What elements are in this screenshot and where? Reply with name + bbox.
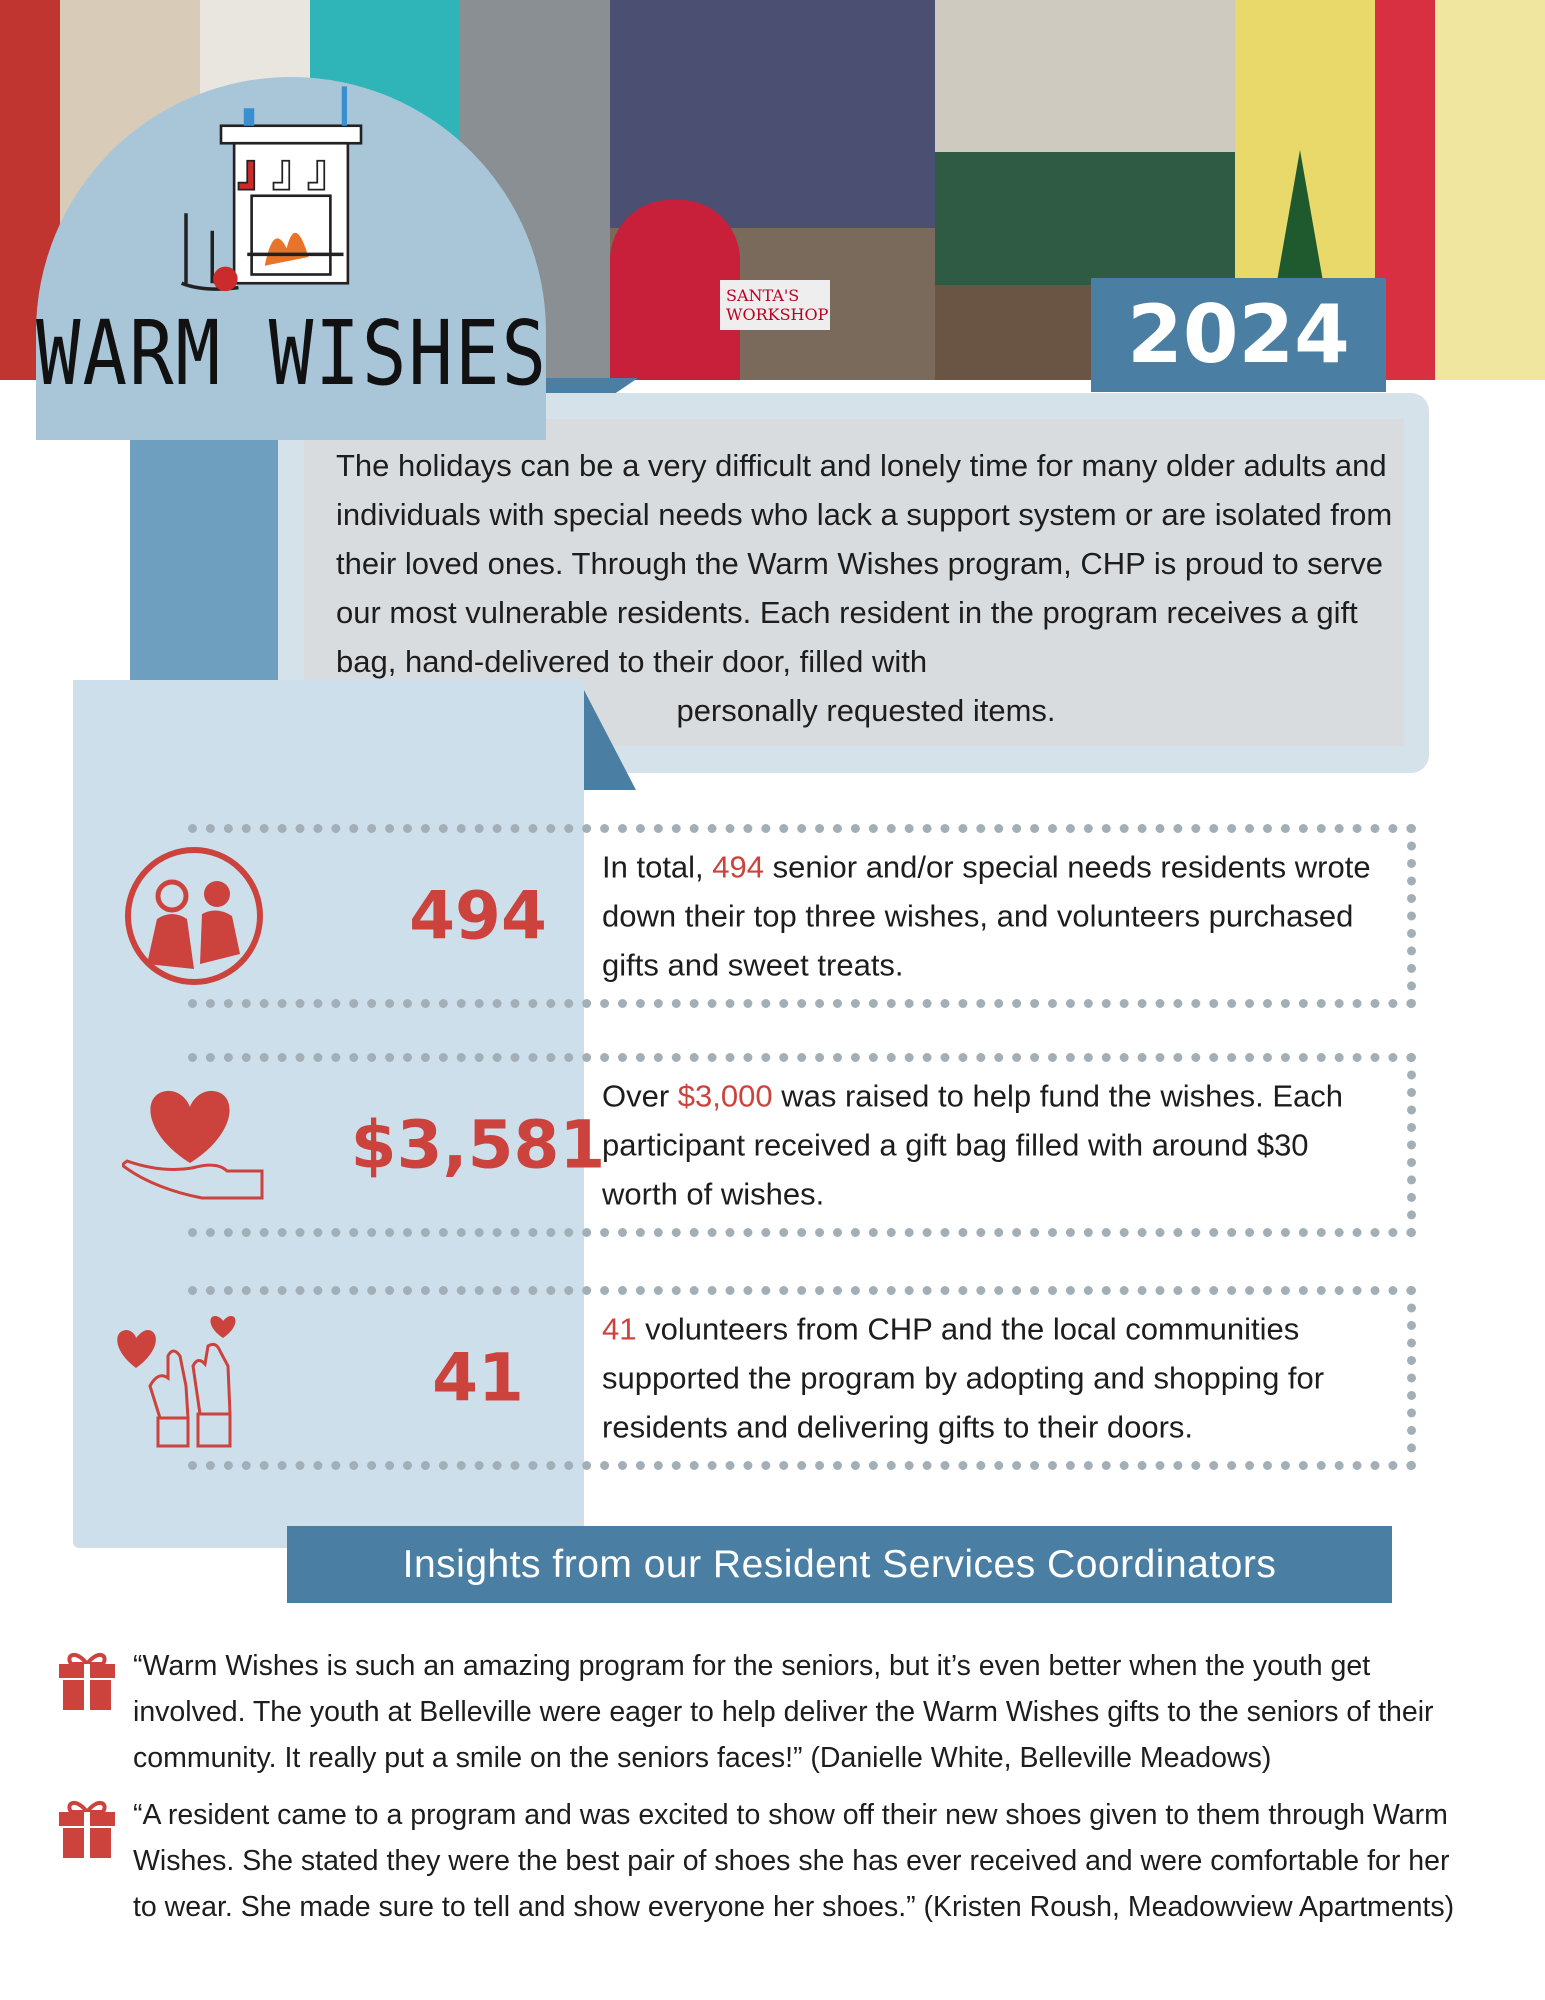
intro-line: The holidays can be a very difficult and lonely time for many older adults and individuals with special needs who lack a support system or are isolated from their loved ones. Through the Warm Wishes program, CHP is proud to serve our most vulnerable residents. Each resident in the program receives a gift bag, hand-delivered to their door, filled with: [336, 448, 1393, 679]
intro-line-last: personally requested items.: [676, 693, 1056, 728]
text: volunteers from CHP and the local communities supported the program by adopting and shopping for residents and delivering gifts to their doors.: [602, 1311, 1325, 1445]
decorative-corner: [584, 690, 636, 790]
stat-row-funds: [188, 1053, 1416, 1237]
stat-value: 494: [409, 877, 547, 955]
photo-sign-text: SANTA'S WORKSHOP: [720, 280, 830, 330]
gift-icon: [57, 1650, 117, 1712]
stat-description: [602, 843, 1377, 990]
heart-hand-icon: [122, 1073, 266, 1217]
insights-heading: Insights from our Resident Services Coordinators: [287, 1526, 1392, 1603]
quote-2: “A resident came to a program and was excited to show off their new shoes given to them through Warm Wishes. She stated they were the best pair of shoes she has ever received and were comfortable for her to wear. She made sure to tell and show everyone her shoes.” (Kristen Roush, Meadowview Apartments): [133, 1799, 1455, 1923]
highlight: 494: [712, 849, 765, 885]
highlight: 41: [602, 1311, 637, 1347]
text: was raised to help fund the wishes. Each participant received a gift bag filled with around $30 worth of wishes.: [602, 1078, 1344, 1212]
text: In total,: [602, 849, 713, 885]
volunteer-hands-icon: [108, 1306, 252, 1450]
seniors-icon: [122, 844, 266, 988]
photo-delivery-door: [610, 0, 935, 380]
year-badge: 2024: [1091, 278, 1386, 392]
stat-description: [602, 1072, 1377, 1219]
fireplace-icon: [141, 82, 441, 292]
text: senior and/or special needs residents wrote down their top three wishes, and volunteers purchased gifts and sweet treats.: [602, 849, 1371, 983]
text: Over: [602, 1078, 678, 1114]
stat-value: $3,581: [350, 1106, 606, 1184]
stat-description: [602, 1305, 1377, 1452]
stat-row-volunteers: [188, 1286, 1416, 1470]
quote-1: “Warm Wishes is such an amazing program for the seniors, but it’s even better when the youth get involved. The youth at Belleville were eager to help deliver the Warm Wishes gifts to the seniors of their community. It really put a smile on the seniors faces!” (Danielle White, Belleville Meadows): [133, 1650, 1434, 1774]
logo-text: WARM WISHES: [36, 302, 549, 406]
highlight: $3,000: [677, 1078, 773, 1114]
decorative-bar: [130, 440, 278, 680]
stat-row-residents: [188, 824, 1416, 1008]
stat-value: 41: [432, 1339, 524, 1417]
gift-icon: [57, 1798, 117, 1860]
